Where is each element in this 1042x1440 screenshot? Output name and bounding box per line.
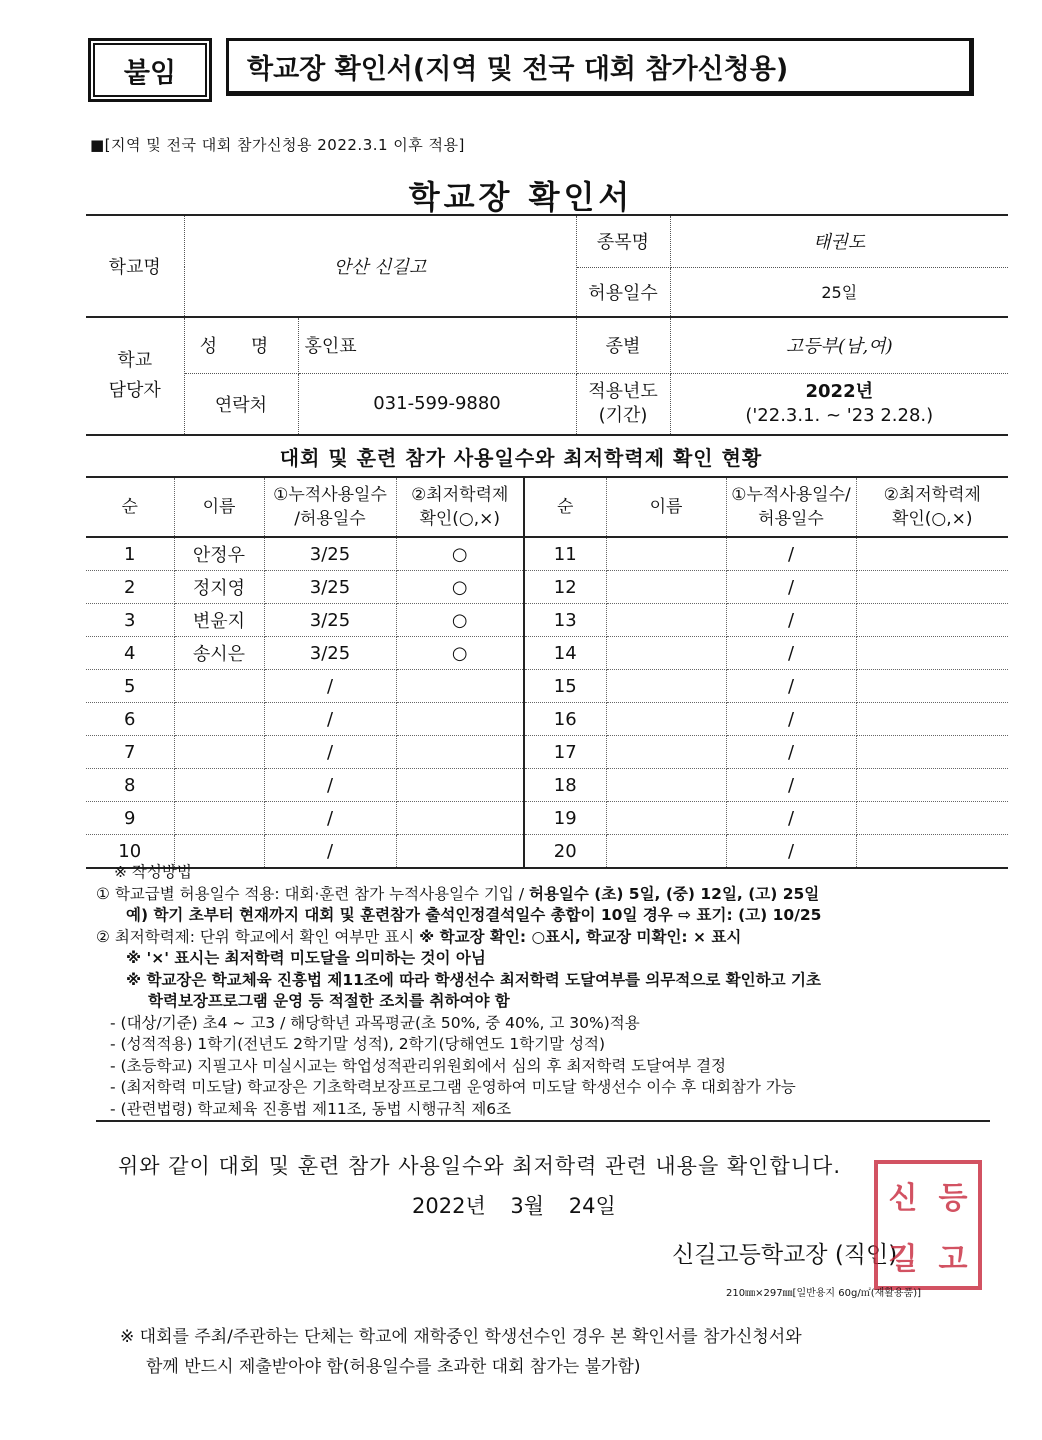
col-no-2: 순 <box>524 477 606 537</box>
row-name: 송시은 <box>174 637 264 670</box>
row-no-2: 17 <box>524 736 606 769</box>
note-2 <box>96 927 996 949</box>
row-days-2: / <box>726 736 856 769</box>
row-days-2: / <box>726 537 856 571</box>
row-acad-2 <box>856 637 1008 670</box>
row-name-2 <box>606 670 726 703</box>
col-days-line1: ①누적사용일수 <box>273 485 387 505</box>
writing-notes <box>96 862 996 1122</box>
col-acad-line1: ②최저학력제 <box>411 485 509 505</box>
table-row <box>86 670 1008 703</box>
row-name-2 <box>606 703 726 736</box>
col-days-2 <box>726 477 856 537</box>
row-no-2: 15 <box>524 670 606 703</box>
apply-year-value <box>670 373 1008 435</box>
row-name-2 <box>606 537 726 571</box>
row-days-2: / <box>726 637 856 670</box>
row-name <box>174 802 264 835</box>
row-days-2: / <box>726 670 856 703</box>
row-name-2 <box>606 571 726 604</box>
person-name-value: 홍인표 <box>298 317 576 373</box>
scope-line: ■[지역 및 전국 대회 참가신청용 2022.3.1 이후 적용] <box>90 136 465 154</box>
col-acad <box>396 477 524 537</box>
apply-year-label <box>576 373 670 435</box>
row-acad <box>396 670 524 703</box>
table-row <box>86 769 1008 802</box>
row-no-2: 13 <box>524 604 606 637</box>
row-days-2: / <box>726 571 856 604</box>
row-days: / <box>264 835 396 869</box>
final-note <box>120 1322 802 1382</box>
row-name-2 <box>606 736 726 769</box>
row-days-2: / <box>726 802 856 835</box>
col-acad2-line1: ②최저학력제 <box>883 485 981 505</box>
note-1 <box>96 884 996 906</box>
row-name <box>174 769 264 802</box>
note-2b: ※ 학교장 확인: ○표시, 학교장 미확인: × 표시 <box>419 927 742 946</box>
final-note-line-1: ※ 대회를 주최/주관하는 단체는 학교에 재학중인 학생선수인 경우 본 확인서를 참가신청서와 <box>120 1327 802 1347</box>
student-table <box>86 476 1008 869</box>
row-days-2: / <box>726 604 856 637</box>
note-3: ※ '×' 표시는 최저학력 미도달을 의미하는 것이 아님 <box>126 949 486 967</box>
attachment-tag <box>88 38 212 102</box>
row-acad-2 <box>856 769 1008 802</box>
row-days: / <box>264 736 396 769</box>
row-no-2: 16 <box>524 703 606 736</box>
row-no: 9 <box>86 802 174 835</box>
row-days-2: / <box>726 703 856 736</box>
row-no: 1 <box>86 537 174 571</box>
row-days: / <box>264 703 396 736</box>
row-name-2 <box>606 769 726 802</box>
col-name: 이름 <box>174 477 264 537</box>
student-table-header <box>86 477 1008 537</box>
row-acad: ○ <box>396 571 524 604</box>
note-4b: 학력보장프로그램 운영 등 적절한 조치를 취하여야 함 <box>148 992 510 1010</box>
principal-signature-line: 신길고등학교장 (직인) <box>672 1242 898 1268</box>
row-acad <box>396 736 524 769</box>
row-no: 7 <box>86 736 174 769</box>
row-acad: ○ <box>396 537 524 571</box>
row-no: 3 <box>86 604 174 637</box>
row-days-2: / <box>726 835 856 869</box>
row-days: / <box>264 802 396 835</box>
detail-4: - (최저학력 미도달) 학교장은 기초학력보장프로그램 운영하여 미도달 학생선수 이수 후 대회참가 가능 <box>110 1078 796 1096</box>
row-name: 안정우 <box>174 537 264 571</box>
table-row <box>86 802 1008 835</box>
row-name-2 <box>606 637 726 670</box>
row-days: 3/25 <box>264 637 396 670</box>
col-acad-line2: 확인(○,×) <box>419 509 501 529</box>
final-note-line-2: 함께 반드시 제출받아야 함(허용일수를 초과한 대회 참가는 불가함) <box>146 1357 641 1377</box>
row-name: 변윤지 <box>174 604 264 637</box>
note-1b: 허용일수 (초) 5일, (중) 12일, (고) 25일 <box>528 884 820 903</box>
row-acad <box>396 703 524 736</box>
col-days2-line1: ①누적사용일수/ <box>731 485 851 505</box>
row-acad: ○ <box>396 604 524 637</box>
row-no: 5 <box>86 670 174 703</box>
division-value: 고등부(남,여) <box>670 317 1008 373</box>
manager-label: 학교 담당자 <box>86 317 184 435</box>
official-seal <box>874 1160 982 1290</box>
row-name-2 <box>606 802 726 835</box>
table-row <box>86 604 1008 637</box>
allowed-days-value: 25일 <box>670 267 1008 317</box>
row-no-2: 11 <box>524 537 606 571</box>
note-2a: ② 최저학력제: 단위 학교에서 확인 여부만 표시 <box>96 927 420 946</box>
row-no-2: 20 <box>524 835 606 869</box>
row-acad <box>396 802 524 835</box>
apply-year-label-2: (기간) <box>598 404 648 426</box>
row-no: 4 <box>86 637 174 670</box>
note-4a: ※ 학교장은 학교체육 진흥법 제11조에 따라 학생선수 최저학력 도달여부를 의무적으로 확인하고 기초 <box>126 970 821 989</box>
row-acad: ○ <box>396 637 524 670</box>
detail-3: - (초등학교) 지필고사 미실시교는 학업성적관리위원회에서 심의 후 최저학력 도달여부 결정 <box>110 1056 727 1075</box>
row-name <box>174 703 264 736</box>
row-name <box>174 670 264 703</box>
division-label: 종별 <box>576 317 670 373</box>
seal-char-3: 고 <box>938 1241 968 1277</box>
row-days: 3/25 <box>264 537 396 571</box>
paper-spec: 210㎜×297㎜[일반용지 60g/㎡(재활용품)] <box>726 1288 922 1299</box>
row-name-2 <box>606 604 726 637</box>
school-info-table <box>86 214 1008 436</box>
notes-title: ※ 작성방법 <box>114 863 192 881</box>
allowed-days-label: 허용일수 <box>576 267 670 317</box>
row-days-2: / <box>726 769 856 802</box>
document-title: 학교장 확인서 <box>408 178 634 216</box>
person-name-label: 성 명 <box>184 317 298 373</box>
col-name-2: 이름 <box>606 477 726 537</box>
row-acad-2 <box>856 537 1008 571</box>
school-name-label: 학교명 <box>86 215 184 317</box>
row-days: / <box>264 769 396 802</box>
row-days: / <box>264 670 396 703</box>
note-1a: ① 학교급별 허용일수 적용: 대회·훈련 참가 누적사용일수 기입 / <box>96 884 529 903</box>
header-title: 학교장 확인서(지역 및 전국 대회 참가신청용) <box>247 53 789 85</box>
col-days <box>264 477 396 537</box>
col-days2-line2: 허용일수 <box>758 509 824 529</box>
row-no-2: 18 <box>524 769 606 802</box>
row-name: 정지영 <box>174 571 264 604</box>
table-row <box>86 571 1008 604</box>
apply-year-label-1: 적용년도 <box>588 380 658 402</box>
row-no-2: 14 <box>524 637 606 670</box>
col-no: 순 <box>86 477 174 537</box>
row-no-2: 12 <box>524 571 606 604</box>
row-no: 2 <box>86 571 174 604</box>
apply-year-text: 2022년 <box>805 380 873 402</box>
row-acad-2 <box>856 670 1008 703</box>
table-row <box>86 637 1008 670</box>
row-acad-2 <box>856 736 1008 769</box>
row-name <box>174 736 264 769</box>
row-no: 10 <box>86 835 174 869</box>
section-heading: 대회 및 훈련 참가 사용일수와 최저학력제 확인 현황 <box>279 446 763 470</box>
confirm-statement: 위와 같이 대회 및 훈련 참가 사용일수와 최저학력 관련 내용을 확인합니다. <box>118 1154 842 1178</box>
table-row <box>86 537 1008 571</box>
row-acad-2 <box>856 604 1008 637</box>
col-acad-2 <box>856 477 1008 537</box>
contact-value: 031-599-9880 <box>298 373 576 435</box>
row-no: 6 <box>86 703 174 736</box>
row-no: 8 <box>86 769 174 802</box>
table-row <box>86 736 1008 769</box>
detail-5: - (관련법령) 학교체육 진흥법 제11조, 동법 시행규칙 제6조 <box>96 1099 990 1123</box>
detail-1: - (대상/기준) 초4 ~ 고3 / 해당학년 과목평균(초 50%, 중 40%, 고 30%)적용 <box>110 1013 640 1032</box>
row-acad-2 <box>856 703 1008 736</box>
seal-char-2: 길 <box>888 1241 918 1277</box>
school-name-value: 안산 신길고 <box>184 215 576 317</box>
attachment-tag-label: 붙임 <box>123 57 177 89</box>
detail-2: - (성적적용) 1학기(전년도 2학기말 성적), 2학기(당해연도 1학기말 성적) <box>110 1035 606 1053</box>
row-no-2: 19 <box>524 802 606 835</box>
table-row <box>86 703 1008 736</box>
row-acad-2 <box>856 802 1008 835</box>
col-days-line2: /허용일수 <box>294 509 366 529</box>
seal-char-4: 등 <box>938 1180 968 1216</box>
signed-date: 2022년 3월 24일 <box>412 1194 616 1218</box>
sport-label: 종목명 <box>576 215 670 267</box>
row-acad <box>396 769 524 802</box>
sport-value: 태권도 <box>670 215 1008 267</box>
seal-char-1: 신 <box>888 1180 918 1216</box>
row-days: 3/25 <box>264 604 396 637</box>
apply-period-text: ('22.3.1. ~ '23 2.28.) <box>745 404 934 426</box>
note-1c: 예) 학기 초부터 현재까지 대회 및 훈련참가 출석인정결석일수 총합이 10일 경우 ⇨ 표기: (고) 10/25 <box>126 906 822 924</box>
col-acad2-line2: 확인(○,×) <box>891 509 973 529</box>
row-days: 3/25 <box>264 571 396 604</box>
contact-label: 연락처 <box>184 373 298 435</box>
row-acad-2 <box>856 571 1008 604</box>
header-title-box <box>226 38 974 96</box>
